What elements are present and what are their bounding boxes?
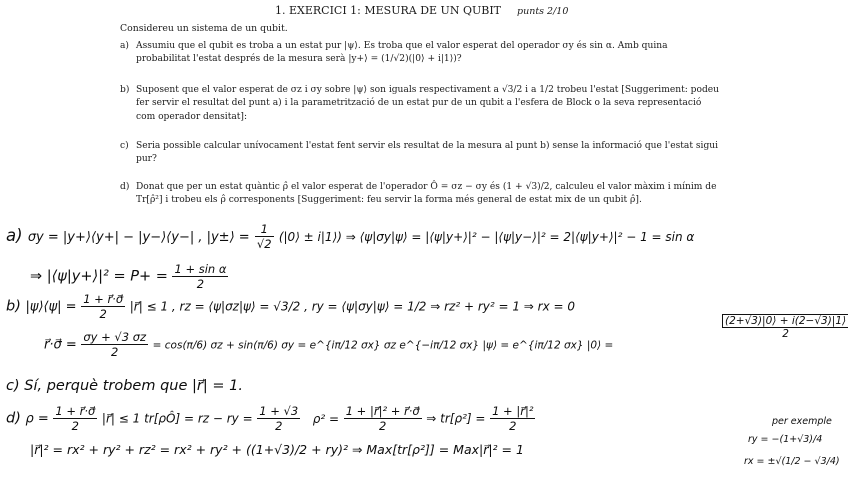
exercise-title: [275, 4, 568, 17]
answer-text: |r⃗| ≤ 1 tr[ρÔ] = rz − ry =: [101, 411, 253, 426]
question-label: a): [120, 41, 129, 51]
answer-d-side2: rx = ±√(1/2 − √3/4): [744, 456, 840, 467]
fraction: [257, 404, 300, 433]
fraction-denominator: 2: [111, 345, 119, 359]
question-label: b): [120, 85, 130, 95]
exercise-heading: 1. EXERCICI 1: MESURA DE UN QUBIT: [275, 4, 501, 17]
fraction: [490, 404, 535, 433]
fraction-denominator: 2: [99, 307, 107, 321]
question-b: [120, 84, 720, 124]
question-text: Donat que per un estat quàntic ρ̂ el valor esperat de l'operador Ô = σz − σy és (1 + √3)/2, calculeu el valor màxim i mínim de Tr[ρ̂²] i trobeu els ρ̂ corresponents [Suggeriment: feu servir la forma més general de estat mix de un qubit ρ̂].: [136, 182, 717, 206]
fraction: [53, 404, 97, 433]
fraction: [344, 404, 422, 433]
fraction-numerator: 1 + |r⃗|² + r⃗·σ⃗: [345, 404, 420, 418]
question-text: Seria possible calcular unívocament l'estat fent servir els resultat de la mesura al punt b) sense la informació que l'estat sigui pur?: [136, 141, 719, 165]
answer-text: ρ =: [25, 411, 49, 427]
question-label: d): [120, 182, 130, 192]
intro-text: Considereu un sistema de un qubit.: [120, 23, 288, 34]
answer-b-line1: [6, 292, 575, 321]
answer-text: |r⃗| ≤ 1 , rz = ⟨ψ|σz|ψ⟩ = √3/2 , ry = ⟨ψ|σy|ψ⟩ = 1/2 ⇒ rz² + ry² = 1 ⇒ rx = 0: [129, 299, 576, 314]
answer-b-line2: [44, 330, 613, 359]
fraction-denominator: 2: [275, 419, 283, 433]
answer-label: d): [6, 410, 21, 427]
fraction: [172, 262, 228, 291]
question-text: Suposent que el valor esperat de σz i σy sobre |ψ⟩ son iguals respectivament a √3/2 i a 1/2 trobeu l'estat [Suggeriment: podeu fer servir el resultat del punt a) i la parametrització de un estat pur de un qubit a l'esfera de Block o la seva representació com operador densitat]:: [136, 85, 720, 122]
question-d: [120, 181, 720, 208]
fraction-numerator: 1: [255, 222, 274, 237]
fraction: [81, 292, 125, 321]
fraction-denominator: 2: [71, 419, 79, 433]
answer-d-side1: ry = −(1+√3)/4: [748, 434, 823, 445]
answer-label: b): [6, 298, 21, 315]
answer-d-line1: [6, 404, 535, 433]
fraction-numerator: 1 + r⃗·σ⃗: [55, 404, 96, 418]
answer-text: ⇒ |⟨ψ|y+⟩|² = P+ =: [30, 268, 168, 285]
fraction-numerator: 1 + |r⃗|²: [492, 404, 534, 418]
fraction-denominator: √2: [256, 237, 272, 251]
answer-b-boxed-state: [722, 314, 848, 340]
fraction-denominator: 2: [509, 419, 517, 433]
answer-text: ⇒ tr[ρ²] =: [426, 411, 486, 426]
fraction: [255, 222, 274, 251]
answer-text: r⃗·σ⃗ =: [44, 337, 77, 353]
fraction-numerator: 1 + sin α: [174, 262, 227, 276]
question-a: [120, 40, 720, 67]
exercise-points: punts 2/10: [517, 6, 569, 17]
answer-a-line1: [6, 222, 694, 251]
answer-text: = cos(π/6) σz + sin(π/6) σy = e^{iπ/12 σx} σz e^{−iπ/12 σx} |ψ⟩ = e^{iπ/12 σx} |0⟩ =: [152, 339, 614, 352]
fraction-denominator: 2: [379, 419, 387, 433]
fraction-numerator: 1 + r⃗·σ⃗: [83, 292, 124, 306]
fraction-denominator: 2: [196, 277, 205, 291]
fraction-numerator: (2+√3)|0⟩ + i(2−√3)|1⟩: [722, 314, 848, 328]
fraction-numerator: 1 + √3: [259, 404, 299, 418]
fraction-denominator: 2: [782, 328, 789, 340]
question-label: c): [120, 141, 129, 151]
answer-text: (|0⟩ ± i|1⟩) ⇒ ⟨ψ|σy|ψ⟩ = |⟨ψ|y+⟩|² − |⟨ψ|y−⟩|² = 2|⟨ψ|y+⟩|² − 1 = sin α: [278, 230, 695, 244]
answer-d-line2: |r⃗|² = rx² + ry² + rz² = rx² + ry² + ((1+√3)/2 + ry)² ⇒ Max[tr[ρ²]] = Max|r⃗|² = 1: [30, 442, 524, 457]
answer-d-note: per exemple: [772, 416, 832, 427]
answer-text: σy = |y+⟩⟨y+| − |y−⟩⟨y−| , |y±⟩ =: [27, 230, 250, 245]
fraction: [722, 314, 848, 340]
fraction: [81, 330, 148, 359]
answer-c: c) Sí, perquè trobem que |r⃗| = 1.: [6, 378, 243, 394]
answer-text: |ψ⟩⟨ψ| =: [25, 299, 77, 315]
question-c: [120, 140, 720, 167]
question-text: Assumiu que el qubit es troba a un estat pur |ψ⟩. Es troba que el valor esperat del operador σy és sin α. Amb quina probabilitat l'estat després de la mesura serà |y+⟩ = (1/√2)(|0⟩ + i|1⟩)?: [136, 41, 668, 65]
answer-label: a): [6, 226, 23, 245]
fraction-numerator: σy + √3 σz: [83, 330, 147, 344]
answer-a-line2: [30, 262, 228, 291]
answer-text: ρ² =: [312, 411, 340, 426]
